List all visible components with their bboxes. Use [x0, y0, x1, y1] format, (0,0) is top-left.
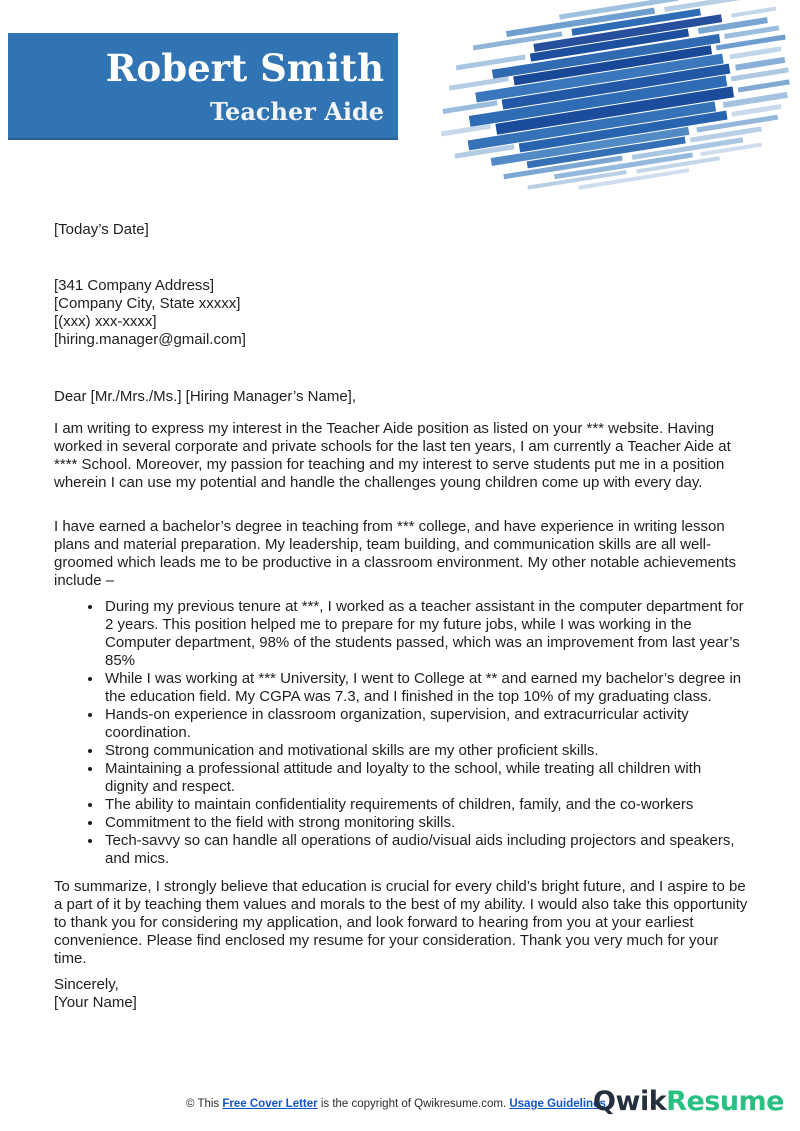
signature-placeholder: [Your Name] — [54, 994, 137, 1011]
bullet-item: • Maintaining a professional attitude and loyalty to the school, while treating all children with dignity and respect. — [103, 760, 748, 796]
achievements-list — [54, 598, 748, 868]
closing-paragraph: To summarize, I strongly believe that education is crucial for every child’s bright future, and I aspire to be a part of it by teaching them values and morals to the best of my ability. I would also take this opportunity to thank you for considering my application, and look forward to hearing from you at your earliest convenience. Please find enclosed my resume for your consideration. Thank you very much for your time. — [54, 878, 748, 967]
bullet-item: • Tech-savvy so can handle all operations of audio/visual aids including projectors and speakers, and mics. — [103, 832, 748, 868]
bullet-item: • During my previous tenure at ***, I worked as a teacher assistant in the computer department for 2 years. This position helped me to prepare for my future jobs, while I was working in the Computer department, 98% of the students passed, which was an improvement from last year’s 85% — [103, 598, 748, 670]
usage-guidelines-link[interactable]: Usage Guidelines — [509, 1098, 606, 1110]
signoff-text: Sincerely, — [54, 976, 119, 993]
address-line: [(xxx) xxx-xxxx] — [54, 313, 157, 330]
bullet-item: • Commitment to the field with strong monitoring skills. — [103, 814, 748, 832]
qwikresume-logo — [593, 1086, 784, 1117]
brand-resume: Resume — [666, 1086, 784, 1117]
signoff-block — [54, 976, 748, 1012]
company-address-block — [54, 277, 748, 349]
salutation: Dear [Mr./Mrs./Ms.] [Hiring Manager’s Name], — [54, 388, 357, 405]
address-line: [hiring.manager@gmail.com] — [54, 331, 246, 348]
candidate-name: Robert Smith — [105, 46, 384, 90]
bullet-item: • While I was working at *** University, I went to College at ** and earned my bachelor’s degree in the education field. My CGPA was 7.3, and I finished in the top 10% of my graduating class. — [103, 670, 748, 706]
candidate-role: Teacher Aide — [209, 97, 384, 126]
date-placeholder: [Today’s Date] — [54, 221, 149, 238]
copyright-middle: is the copyright of Qwikresume.com. — [317, 1098, 510, 1110]
bullet-item: • Hands-on experience in classroom organization, supervision, and extracurricular activity coordination. — [103, 706, 748, 742]
bullet-item: • Strong communication and motivational skills are my other proficient skills. — [103, 742, 748, 760]
intro-paragraph: I am writing to express my interest in the Teacher Aide position as listed on your *** website. Having worked in several corporate and private schools for the last ten years, I am currently a Teacher Aide at **** School. Moreover, my passion for teaching and my interest to serve students put me in a position wherein I can use my potential and handle the challenges young children come up with every day. — [54, 420, 731, 491]
brand-qwik: Qwik — [593, 1086, 667, 1117]
free-cover-letter-link[interactable]: Free Cover Letter — [222, 1098, 318, 1110]
address-line: [341 Company Address] — [54, 277, 215, 294]
copyright-prefix: © This — [186, 1098, 223, 1110]
footer — [0, 1086, 800, 1126]
bullet-item: • The ability to maintain confidentiality requirements of children, family, and the co-workers — [103, 796, 748, 814]
copyright-note — [186, 1097, 606, 1111]
qualifications-paragraph: I have earned a bachelor’s degree in teaching from *** college, and have experience in writing lesson plans and material preparation. My leadership, team building, and communication skills are all well-groomed which leads me to be productive in a classroom environment. My other notable achievements include – — [54, 518, 737, 589]
address-line: [Company City, State xxxxx] — [54, 295, 241, 312]
